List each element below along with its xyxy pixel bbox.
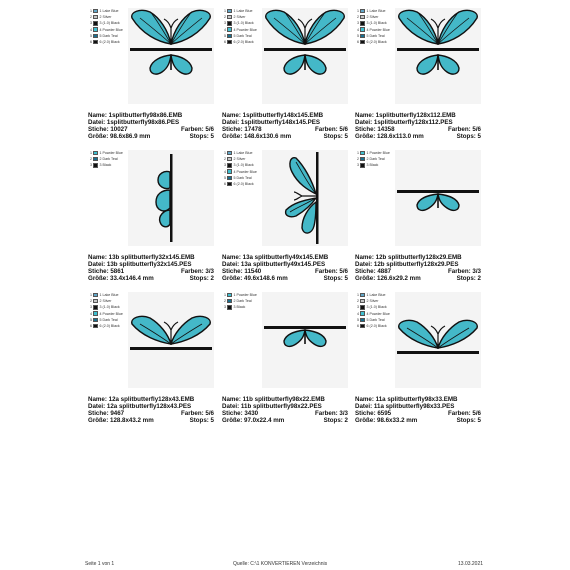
legend-label: 2 Silver — [99, 299, 112, 304]
design-file: Datei: 1splitbutterfly148x145.PES — [222, 118, 321, 126]
color-legend — [355, 292, 395, 329]
design-name: Name: 12b splitbutterfly128x29.EMB — [355, 254, 462, 261]
legend-label: 1 Lake Blue — [233, 9, 253, 14]
color-swatch — [360, 318, 365, 322]
color-count: Farben: 5/6 — [180, 125, 214, 133]
stop-count: Stops: 5 — [456, 132, 481, 140]
color-legend — [355, 150, 395, 169]
stitch-count: Stiche: 14358 — [355, 125, 395, 133]
design-info — [88, 397, 214, 425]
color-count: Farben: 3/3 — [314, 409, 348, 417]
legend-label: 3 Black — [99, 163, 112, 168]
legend-label: 3 Black — [233, 305, 246, 310]
color-swatch — [360, 15, 365, 19]
footer-page: Seite 1 von 1 — [85, 561, 115, 567]
footer-source: Quelle: C:\1 KONVERTIEREN Verzeichnis — [233, 561, 328, 567]
design-info — [88, 113, 214, 141]
legend-label: 2 Silver — [233, 15, 246, 20]
legend-number: 1 — [90, 9, 92, 14]
legend-label: 4 Powder Blue — [233, 169, 257, 174]
design-name: Name: 1splitbutterfly128x112.EMB — [355, 112, 456, 119]
legend-row — [355, 311, 395, 317]
legend-number: 4 — [224, 169, 226, 174]
legend-row — [355, 323, 395, 329]
legend-label: 2 Silver — [233, 157, 246, 162]
legend-label: 6 (2.0) Black — [233, 182, 254, 187]
legend-number: 4 — [90, 27, 92, 32]
legend-number: 1 — [357, 9, 359, 14]
color-swatch — [360, 9, 365, 13]
legend-number: 3 — [224, 305, 226, 310]
design-name: Name: 1splitbutterfly98x86.EMB — [88, 112, 183, 119]
legend-number: 6 — [224, 182, 226, 187]
legend-row — [355, 39, 395, 45]
legend-label: 6 (2.0) Black — [99, 40, 120, 45]
legend-label: 3 (1.0) Black — [233, 21, 254, 26]
color-swatch — [93, 151, 98, 155]
footer-date: 13.03.2021 — [458, 561, 484, 567]
color-swatch — [93, 163, 98, 167]
legend-label: 5 Dark Teal — [366, 33, 385, 38]
color-legend — [355, 8, 395, 45]
stitch-count: Stiche: 4887 — [355, 267, 392, 275]
color-swatch — [360, 21, 365, 25]
color-swatch — [227, 15, 232, 19]
butterfly-bottom-strip-art — [395, 150, 481, 246]
legend-number: 2 — [357, 15, 359, 20]
legend-label: 4 Powder Blue — [99, 311, 123, 316]
legend-number: 5 — [224, 33, 226, 38]
legend-row — [222, 304, 262, 310]
design-file: Datei: 13a splitbutterfly49x145.PES — [222, 260, 326, 268]
legend-row — [222, 27, 262, 33]
design-name: Name: 11a splitbutterfly98x33.EMB — [355, 396, 458, 403]
legend-number: 3 — [357, 21, 359, 26]
legend-label: 1 Powder Blue — [366, 151, 390, 156]
legend-label: 1 Lake Blue — [99, 9, 119, 14]
color-legend — [88, 8, 128, 45]
color-count: Farben: 5/6 — [447, 125, 481, 133]
stitch-count: Stiche: 10027 — [88, 125, 128, 133]
stitch-count: Stiche: 17478 — [222, 125, 262, 133]
color-swatch — [93, 21, 98, 25]
design-name: Name: 11b splitbutterfly98x22.EMB — [222, 396, 325, 403]
legend-number: 3 — [224, 21, 226, 26]
legend-row — [222, 39, 262, 45]
design-info — [88, 255, 214, 283]
color-swatch — [227, 34, 232, 38]
legend-row — [88, 311, 128, 317]
color-swatch — [93, 40, 98, 44]
color-swatch — [360, 311, 365, 315]
legend-label: 2 Silver — [366, 299, 379, 304]
legend-number: 2 — [357, 299, 359, 304]
design-file: Datei: 13b splitbutterfly32x145.PES — [88, 260, 192, 268]
design-card-2 — [222, 8, 348, 173]
color-swatch — [93, 15, 98, 19]
color-legend — [222, 8, 262, 45]
legend-number: 2 — [224, 15, 226, 20]
legend-row — [222, 169, 262, 175]
legend-number: 6 — [90, 324, 92, 329]
stop-count: Stops: 5 — [456, 416, 481, 424]
design-preview — [128, 150, 214, 246]
color-swatch — [227, 182, 232, 186]
legend-label: 2 Dark Teal — [233, 299, 252, 304]
design-size: Größe: 33.4x146.4 mm — [88, 274, 154, 282]
legend-row — [88, 323, 128, 329]
design-preview — [128, 8, 214, 104]
legend-number: 3 — [90, 305, 92, 310]
design-size: Größe: 128.8x43.2 mm — [88, 416, 154, 424]
stop-count: Stops: 5 — [189, 132, 214, 140]
design-info — [355, 113, 481, 141]
legend-number: 4 — [357, 311, 359, 316]
color-swatch — [227, 305, 232, 309]
legend-label: 6 (2.0) Black — [99, 324, 120, 329]
legend-number: 1 — [224, 9, 226, 14]
legend-number: 3 — [357, 163, 359, 168]
design-card-5 — [222, 150, 348, 315]
design-card-6 — [355, 150, 481, 315]
design-preview — [395, 150, 481, 246]
design-size: Größe: 97.0x22.4 mm — [222, 416, 285, 424]
color-swatch — [360, 151, 365, 155]
legend-number: 1 — [357, 151, 359, 156]
color-swatch — [93, 34, 98, 38]
stop-count: Stops: 5 — [323, 132, 348, 140]
butterfly-bottom-wings — [150, 55, 192, 74]
butterfly-half-left-art — [262, 150, 348, 246]
color-swatch — [93, 299, 98, 303]
legend-label: 2 Dark Teal — [366, 157, 385, 162]
legend-number: 2 — [90, 15, 92, 20]
design-card-7 — [88, 292, 214, 457]
legend-label: 5 Dark Teal — [99, 317, 118, 322]
legend-number: 2 — [224, 299, 226, 304]
stitch-count: Stiche: 5861 — [88, 267, 125, 275]
design-file: Datei: 11a splitbutterfly98x33.PES — [355, 402, 455, 410]
color-count: Farben: 5/6 — [180, 409, 214, 417]
butterfly-top-strip-art — [395, 292, 481, 388]
legend-label: 3 (1.0) Black — [366, 21, 387, 26]
color-swatch — [93, 9, 98, 13]
legend-label: 1 Lake Blue — [366, 293, 386, 298]
legend-number: 1 — [224, 151, 226, 156]
color-swatch — [93, 305, 98, 309]
split-bar — [130, 48, 212, 51]
design-info — [355, 255, 481, 283]
legend-number: 1 — [357, 293, 359, 298]
color-swatch — [93, 27, 98, 31]
legend-row — [355, 150, 395, 156]
legend-number: 4 — [90, 311, 92, 316]
stop-count: Stops: 2 — [456, 274, 481, 282]
legend-number: 5 — [90, 317, 92, 322]
design-size: Größe: 49.6x148.6 mm — [222, 274, 288, 282]
color-swatch — [360, 324, 365, 328]
color-swatch — [227, 9, 232, 13]
legend-number: 5 — [224, 175, 226, 180]
stop-count: Stops: 5 — [189, 416, 214, 424]
color-swatch — [227, 169, 232, 173]
color-swatch — [360, 34, 365, 38]
legend-row — [222, 292, 262, 298]
legend-number: 2 — [357, 157, 359, 162]
legend-label: 3 Black — [366, 163, 379, 168]
stitch-count: Stiche: 6595 — [355, 409, 392, 417]
legend-row — [355, 27, 395, 33]
stitch-count: Stiche: 3430 — [222, 409, 259, 417]
color-swatch — [93, 157, 98, 161]
butterfly-split-full-art — [262, 8, 348, 104]
legend-label: 5 Dark Teal — [99, 33, 118, 38]
design-name: Name: 12a splitbutterfly128x43.EMB — [88, 396, 195, 403]
legend-label: 2 Dark Teal — [99, 157, 118, 162]
legend-label: 3 (1.0) Black — [233, 163, 254, 168]
legend-label: 3 (1.0) Black — [99, 305, 120, 310]
legend-label: 4 Powder Blue — [99, 27, 123, 32]
color-swatch — [93, 324, 98, 328]
legend-number: 2 — [90, 299, 92, 304]
design-file: Datei: 12a splitbutterfly128x43.PES — [88, 402, 192, 410]
legend-row — [88, 39, 128, 45]
legend-number: 5 — [357, 317, 359, 322]
design-file: Datei: 11b splitbutterfly98x22.PES — [222, 402, 322, 410]
color-swatch — [227, 27, 232, 31]
legend-label: 1 Powder Blue — [233, 293, 257, 298]
stop-count: Stops: 2 — [189, 274, 214, 282]
legend-label: 3 (1.0) Black — [99, 21, 120, 26]
color-swatch — [227, 40, 232, 44]
design-size: Größe: 98.6x33.2 mm — [355, 416, 418, 424]
color-swatch — [360, 40, 365, 44]
color-swatch — [93, 311, 98, 315]
legend-label: 5 Dark Teal — [233, 175, 252, 180]
design-card-3 — [355, 8, 481, 173]
design-size: Größe: 128.6x113.0 mm — [355, 132, 424, 140]
legend-row — [88, 150, 128, 156]
design-card-8 — [222, 292, 348, 457]
design-name: Name: 13b splitbutterfly32x145.EMB — [88, 254, 195, 261]
design-info — [355, 397, 481, 425]
design-file: Datei: 1splitbutterfly98x86.PES — [88, 118, 180, 126]
butterfly-split-full-art — [395, 8, 481, 104]
design-size: Größe: 148.6x130.6 mm — [222, 132, 292, 140]
color-swatch — [360, 299, 365, 303]
design-info — [222, 255, 348, 283]
legend-label: 4 Powder Blue — [366, 27, 390, 32]
color-swatch — [227, 163, 232, 167]
color-swatch — [227, 151, 232, 155]
color-swatch — [360, 163, 365, 167]
legend-number: 1 — [224, 293, 226, 298]
color-count: Farben: 5/6 — [314, 267, 348, 275]
butterfly-split-full-art — [128, 8, 214, 104]
legend-label: 1 Lake Blue — [233, 151, 253, 156]
legend-row — [88, 162, 128, 168]
color-legend — [222, 150, 262, 187]
legend-label: 1 Lake Blue — [366, 9, 386, 14]
design-card-9 — [355, 292, 481, 457]
legend-label: 6 (2.0) Black — [233, 40, 254, 45]
legend-label: 4 Powder Blue — [366, 311, 390, 316]
design-preview — [262, 8, 348, 104]
design-card-4 — [88, 150, 214, 315]
legend-number: 1 — [90, 151, 92, 156]
legend-label: 5 Dark Teal — [366, 317, 385, 322]
color-swatch — [93, 293, 98, 297]
butterfly-top-wings — [132, 10, 211, 44]
legend-label: 6 (2.0) Black — [366, 40, 387, 45]
design-info — [222, 113, 348, 141]
butterfly-top-strip-art — [128, 292, 214, 388]
color-swatch — [227, 299, 232, 303]
design-file: Datei: 1splitbutterfly128x112.PES — [355, 118, 453, 126]
design-preview — [395, 8, 481, 104]
legend-label: 3 (1.0) Black — [366, 305, 387, 310]
legend-number: 3 — [90, 163, 92, 168]
color-legend — [88, 150, 128, 169]
design-card-1 — [88, 8, 214, 173]
color-legend — [222, 292, 262, 311]
legend-number: 6 — [90, 40, 92, 45]
legend-label: 4 Powder Blue — [233, 27, 257, 32]
butterfly-bottom-strip-art — [262, 292, 348, 388]
legend-number: 6 — [224, 40, 226, 45]
stop-count: Stops: 2 — [323, 416, 348, 424]
design-preview — [395, 292, 481, 388]
legend-number: 3 — [224, 163, 226, 168]
butterfly-half-right-art — [128, 150, 214, 246]
legend-number: 4 — [224, 27, 226, 32]
design-size: Größe: 126.6x29.2 mm — [355, 274, 421, 282]
legend-number: 6 — [357, 40, 359, 45]
legend-label: 6 (2.0) Black — [366, 324, 387, 329]
legend-number: 2 — [224, 157, 226, 162]
color-swatch — [360, 293, 365, 297]
design-name: Name: 13a splitbutterfly49x145.EMB — [222, 254, 329, 261]
design-size: Größe: 98.6x86.9 mm — [88, 132, 151, 140]
legend-label: 2 Silver — [99, 15, 112, 20]
legend-number: 1 — [90, 293, 92, 298]
color-swatch — [227, 21, 232, 25]
color-count: Farben: 3/3 — [447, 267, 481, 275]
legend-number: 4 — [357, 27, 359, 32]
stitch-count: Stiche: 9467 — [88, 409, 125, 417]
legend-row — [355, 162, 395, 168]
design-preview — [262, 292, 348, 388]
color-count: Farben: 5/6 — [314, 125, 348, 133]
design-preview — [262, 150, 348, 246]
color-count: Farben: 5/6 — [447, 409, 481, 417]
color-legend — [88, 292, 128, 329]
color-swatch — [360, 27, 365, 31]
legend-number: 5 — [90, 33, 92, 38]
color-swatch — [227, 157, 232, 161]
legend-row — [88, 27, 128, 33]
design-preview — [128, 292, 214, 388]
legend-label: 1 Powder Blue — [99, 151, 123, 156]
color-swatch — [360, 305, 365, 309]
legend-number: 3 — [357, 305, 359, 310]
design-file: Datei: 12b splitbutterfly128x29.PES — [355, 260, 459, 268]
color-swatch — [360, 157, 365, 161]
legend-number: 2 — [90, 157, 92, 162]
legend-label: 2 Silver — [366, 15, 379, 20]
color-swatch — [93, 318, 98, 322]
legend-number: 5 — [357, 33, 359, 38]
color-swatch — [227, 293, 232, 297]
legend-number: 3 — [90, 21, 92, 26]
legend-row — [222, 181, 262, 187]
color-count: Farben: 3/3 — [180, 267, 214, 275]
legend-number: 6 — [357, 324, 359, 329]
legend-label: 5 Dark Teal — [233, 33, 252, 38]
stitch-count: Stiche: 11540 — [222, 267, 262, 275]
stop-count: Stops: 5 — [323, 274, 348, 282]
design-info — [222, 397, 348, 425]
design-name: Name: 1splitbutterfly148x145.EMB — [222, 112, 324, 119]
legend-label: 1 Lake Blue — [99, 293, 119, 298]
color-swatch — [227, 176, 232, 180]
